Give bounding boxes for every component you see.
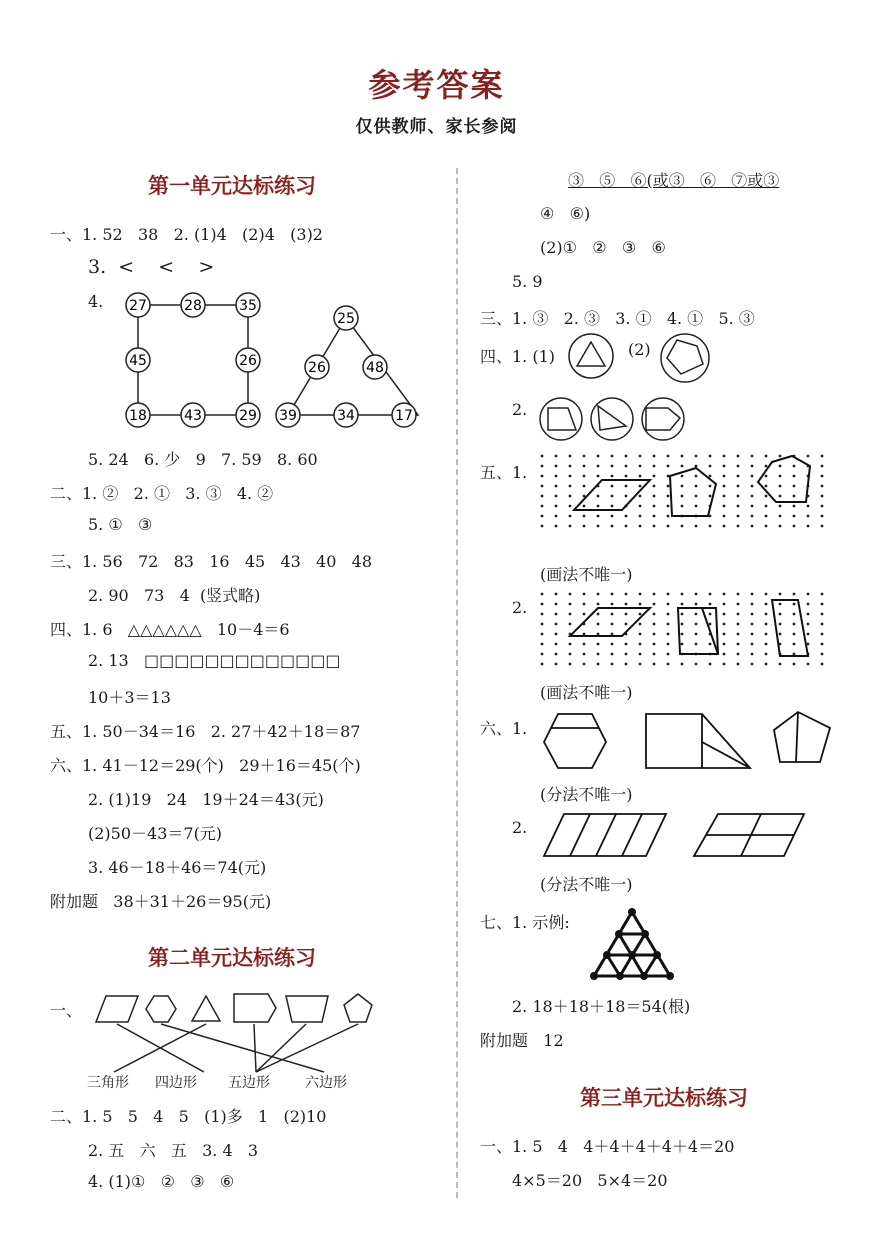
shape-matching-figure — [84, 988, 384, 1076]
number-node-label: 45 — [129, 353, 147, 369]
answer-line: 2. 13 □□□□□□□□□□□□□ — [88, 651, 341, 670]
shape-label: 三角形 — [87, 1075, 129, 1091]
answer-line: 二、1. ② 2. ① 3. ③ 4. ② — [50, 484, 274, 503]
answer-line: 10＋3＝13 — [88, 688, 171, 707]
divide-shapes-figure-1 — [538, 706, 838, 776]
number-node-label: 17 — [395, 408, 413, 424]
stick-triangle-figure — [590, 906, 680, 982]
answer-line: 附加题 12 — [480, 1031, 564, 1050]
dot-grid-drawing-1 — [536, 452, 836, 532]
number-node-label: 25 — [337, 311, 355, 327]
answer-line: 附加题 38＋31＋26＝95(元) — [50, 892, 272, 911]
number-node-label: 28 — [184, 298, 202, 314]
answer-line: 3. 46－18＋46＝74(元) — [88, 858, 267, 877]
answer-line: 四、1. 6 △△△△△△ 10－4＝6 — [50, 620, 290, 639]
answer-line: 三、1. ③ 2. ③ 3. ① 4. ① 5. ③ — [480, 309, 755, 328]
answer-line: 五、1. 50－34＝16 2. 27＋42＋18＝87 — [50, 722, 361, 741]
answer-line: 六、1. — [480, 719, 528, 738]
answer-line: 5. ① ③ — [88, 515, 153, 534]
unit3-title: 第三单元达标练习 — [580, 1086, 748, 1110]
answer-line: 一、 — [50, 1001, 83, 1020]
answer-line: 六、1. 41－12＝29(个) 29＋16＝45(个) — [50, 756, 361, 775]
shape-label: 六边形 — [305, 1075, 347, 1091]
answer-line: ④ ⑥) — [540, 204, 591, 223]
answer-line: 2. (1)19 24 19＋24＝43(元) — [88, 790, 324, 809]
answer-line: 3. < < > — [88, 256, 215, 278]
divide-shapes-figure-2 — [538, 810, 818, 862]
number-node-label: 43 — [184, 408, 202, 424]
answer-line: (画法不唯一) — [540, 565, 633, 584]
answer-line: (2)① ② ③ ⑥ — [540, 238, 666, 257]
answer-line: 4. — [88, 292, 104, 311]
answer-line: (分法不唯一) — [540, 785, 633, 804]
number-node-label: 34 — [337, 408, 355, 424]
answer-line: 三、1. 56 72 83 16 45 43 40 48 — [50, 552, 373, 571]
answer-line: 一、1. 5 4 4＋4＋4＋4＋4＝20 — [480, 1137, 735, 1156]
answer-line: ③ ⑤ ⑥(或③ ⑥ ⑦或③ — [568, 171, 780, 190]
dot-grid-drawing-2 — [536, 590, 836, 670]
answer-line: 2. — [512, 818, 528, 837]
number-node-label: 39 — [279, 408, 297, 424]
answer-line: 4. (1)① ② ③ ⑥ — [88, 1172, 235, 1191]
answer-line: 2. — [512, 598, 528, 617]
number-node-label: 26 — [239, 353, 257, 369]
number-node-label: 27 — [129, 298, 147, 314]
answer-line: (2) — [628, 340, 651, 359]
number-node-label: 29 — [239, 408, 257, 424]
shape-label: 四边形 — [155, 1075, 197, 1091]
circle-shapes-figure — [565, 332, 715, 384]
answer-line: 2. 五 六 五 3. 4 3 — [88, 1141, 259, 1160]
answer-line: 七、1. 示例: — [480, 913, 570, 932]
answer-line: (分法不唯一) — [540, 875, 633, 894]
answer-line: 2. 90 73 4 (竖式略) — [88, 586, 261, 605]
unit1-title: 第一单元达标练习 — [148, 174, 316, 198]
answer-line: 2. 18＋18＋18＝54(根) — [512, 997, 691, 1016]
number-node-label: 18 — [129, 408, 147, 424]
answer-line: 四、1. (1) — [480, 347, 556, 366]
shape-label: 五边形 — [228, 1075, 270, 1091]
number-node-label: 48 — [366, 360, 384, 376]
page-title: 参考答案 — [368, 66, 505, 104]
answer-line: 二、1. 5 5 4 5 (1)多 1 (2)10 — [50, 1107, 327, 1126]
answer-line: 一、1. 52 38 2. (1)4 (2)4 (3)2 — [50, 225, 323, 244]
circle-cut-figure — [538, 396, 688, 444]
answer-line: (画法不唯一) — [540, 683, 633, 702]
page-subtitle: 仅供教师、家长参阅 — [355, 117, 518, 137]
answer-line: 5. 24 6. 少 9 7. 59 8. 60 — [88, 450, 318, 469]
number-node-label: 35 — [239, 298, 257, 314]
number-node-label: 26 — [308, 360, 326, 376]
answer-line: (2)50－43＝7(元) — [88, 824, 223, 843]
answer-line: 2. — [512, 400, 528, 419]
answer-line: 4×5＝20 5×4＝20 — [512, 1171, 668, 1190]
column-divider — [456, 168, 458, 1198]
number-square-triangle-figure — [118, 288, 428, 438]
answer-line: 五、1. — [480, 463, 528, 482]
unit2-title: 第二单元达标练习 — [148, 946, 316, 970]
answer-line: 5. 9 — [512, 272, 543, 291]
